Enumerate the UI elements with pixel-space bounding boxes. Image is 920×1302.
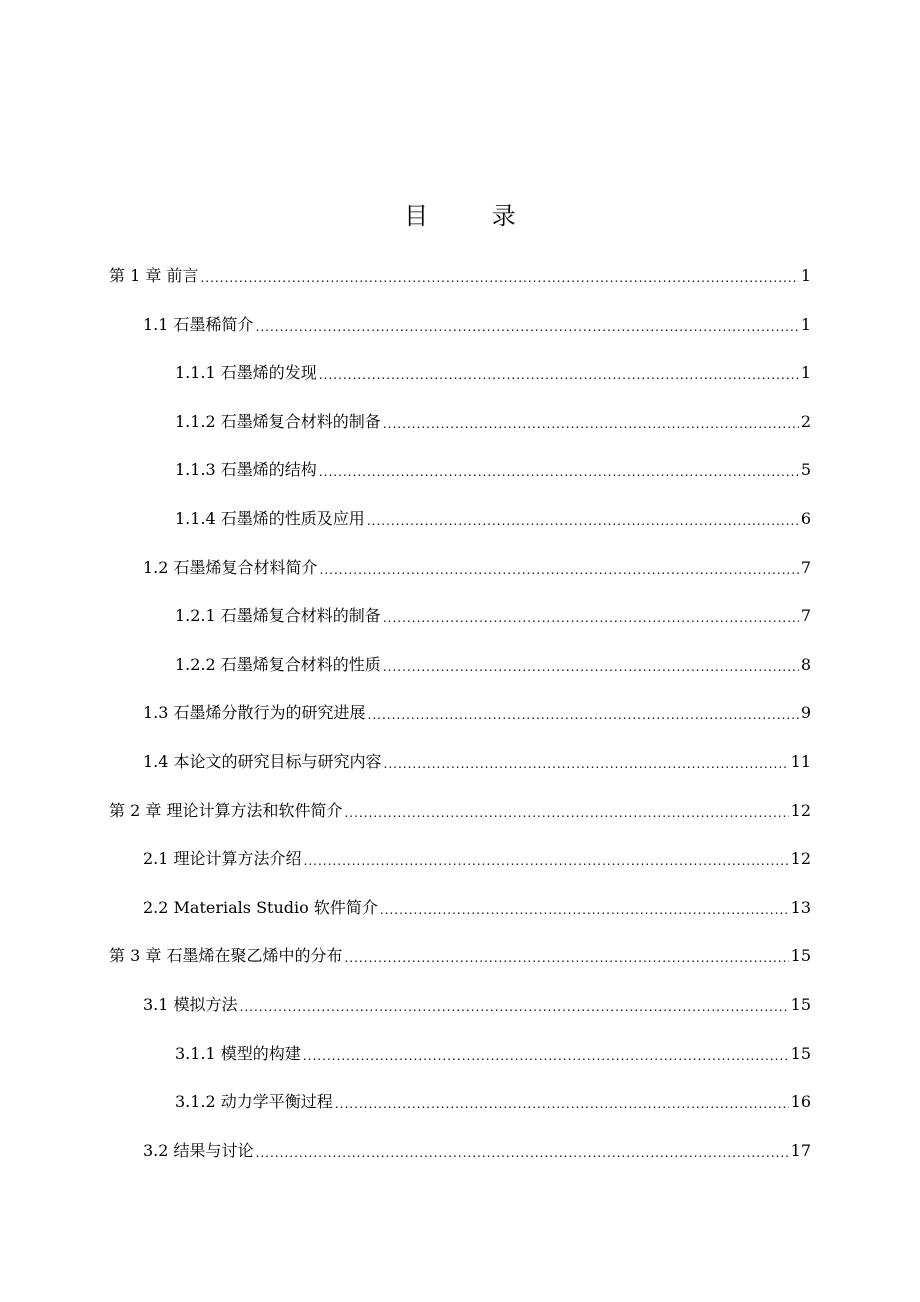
toc-entry-label: 1.4 本论文的研究目标与研究内容 [143, 752, 382, 771]
toc-entry-label: 第 1 章 前言 [109, 266, 199, 285]
toc-entry[interactable] [175, 404, 811, 440]
toc-entry-page-number: 15 [790, 995, 811, 1014]
toc-entry[interactable] [143, 695, 811, 731]
toc-entry-page-number: 2 [800, 412, 811, 431]
toc-entry[interactable] [175, 1084, 811, 1120]
toc-entry-label: 1.2 石墨烯复合材料简介 [143, 558, 318, 577]
toc-dot-leader [319, 454, 799, 488]
toc-entry-page-number: 1 [800, 266, 811, 285]
toc-entry[interactable] [143, 987, 811, 1023]
toc-entry-label: 第 2 章 理论计算方法和软件简介 [109, 801, 343, 820]
toc-entry-page-number: 15 [790, 946, 811, 965]
page-title: 目 录 [404, 202, 544, 230]
toc-entry-label: 1.1.1 石墨烯的发现 [175, 363, 317, 382]
toc-entry-label: 1.1.3 石墨烯的结构 [175, 460, 317, 479]
toc-entry-page-number: 1 [800, 315, 811, 334]
toc-entry[interactable] [175, 355, 811, 391]
toc-entry-page-number: 6 [800, 509, 811, 528]
toc-entry-page-number: 13 [790, 898, 811, 917]
toc-entry-label: 2.2 Materials Studio 软件简介 [143, 898, 378, 917]
toc-entry[interactable] [109, 938, 811, 974]
toc-entry-page-number: 7 [800, 558, 811, 577]
toc-entry-page-number: 8 [800, 655, 811, 674]
toc-entry-page-number: 16 [790, 1092, 811, 1111]
toc-entry-label: 3.1 模拟方法 [143, 995, 238, 1014]
toc-entry[interactable] [143, 744, 811, 780]
toc-dot-leader [383, 649, 799, 683]
toc-entry-label: 1.2.1 石墨烯复合材料的制备 [175, 606, 381, 625]
toc-entry[interactable] [143, 307, 811, 343]
toc-entry[interactable] [109, 258, 811, 294]
toc-entry[interactable] [175, 647, 811, 683]
toc-dot-leader [319, 357, 799, 391]
toc-dot-leader [303, 1038, 789, 1072]
toc-entry-page-number: 7 [800, 606, 811, 625]
toc-entry-label: 3.2 结果与讨论 [143, 1141, 254, 1160]
toc-entry[interactable] [143, 841, 811, 877]
toc-entry[interactable] [143, 1133, 811, 1169]
toc-dot-leader [240, 989, 789, 1023]
toc-dot-leader [384, 746, 789, 780]
toc-entry-page-number: 5 [800, 460, 811, 479]
toc-entry-label: 1.1.4 石墨烯的性质及应用 [175, 509, 365, 528]
toc-dot-leader [320, 552, 799, 586]
toc-entry-page-number: 15 [790, 1044, 811, 1063]
toc-dot-leader [256, 309, 799, 343]
toc-entry-page-number: 12 [790, 849, 811, 868]
toc-dot-leader [304, 843, 789, 877]
toc-dot-leader [383, 406, 799, 440]
toc-entry-label: 第 3 章 石墨烯在聚乙烯中的分布 [109, 946, 343, 965]
toc-dot-leader [367, 503, 799, 537]
toc-dot-leader [383, 600, 799, 634]
toc-entry-page-number: 1 [800, 363, 811, 382]
toc-dot-leader [256, 1135, 789, 1169]
toc-entry[interactable] [175, 598, 811, 634]
toc-dot-leader [200, 260, 798, 294]
toc-entry-label: 3.1.2 动力学平衡过程 [175, 1092, 333, 1111]
toc-entry[interactable] [175, 452, 811, 488]
toc-entry-label: 1.1 石墨稀简介 [143, 315, 254, 334]
toc-dot-leader [380, 892, 789, 926]
toc-entry-label: 1.3 石墨烯分散行为的研究进展 [143, 703, 366, 722]
toc-dot-leader [344, 795, 788, 829]
toc-entry[interactable] [143, 550, 811, 586]
toc-entry[interactable] [109, 793, 811, 829]
toc-dot-leader [335, 1086, 789, 1120]
toc-entry[interactable] [175, 1036, 811, 1072]
toc-entry-label: 1.2.2 石墨烯复合材料的性质 [175, 655, 381, 674]
toc-entry-label: 2.1 理论计算方法介绍 [143, 849, 302, 868]
toc-entry-label: 3.1.1 模型的构建 [175, 1044, 301, 1063]
toc-entry[interactable] [175, 501, 811, 537]
toc-entry[interactable] [143, 890, 811, 926]
toc-dot-leader [368, 697, 799, 731]
toc-entry-page-number: 9 [800, 703, 811, 722]
toc-entry-page-number: 12 [790, 801, 811, 820]
toc-entry-page-number: 11 [790, 752, 811, 771]
toc-entry-label: 1.1.2 石墨烯复合材料的制备 [175, 412, 381, 431]
toc-entry-page-number: 17 [790, 1141, 811, 1160]
toc-dot-leader [344, 940, 788, 974]
